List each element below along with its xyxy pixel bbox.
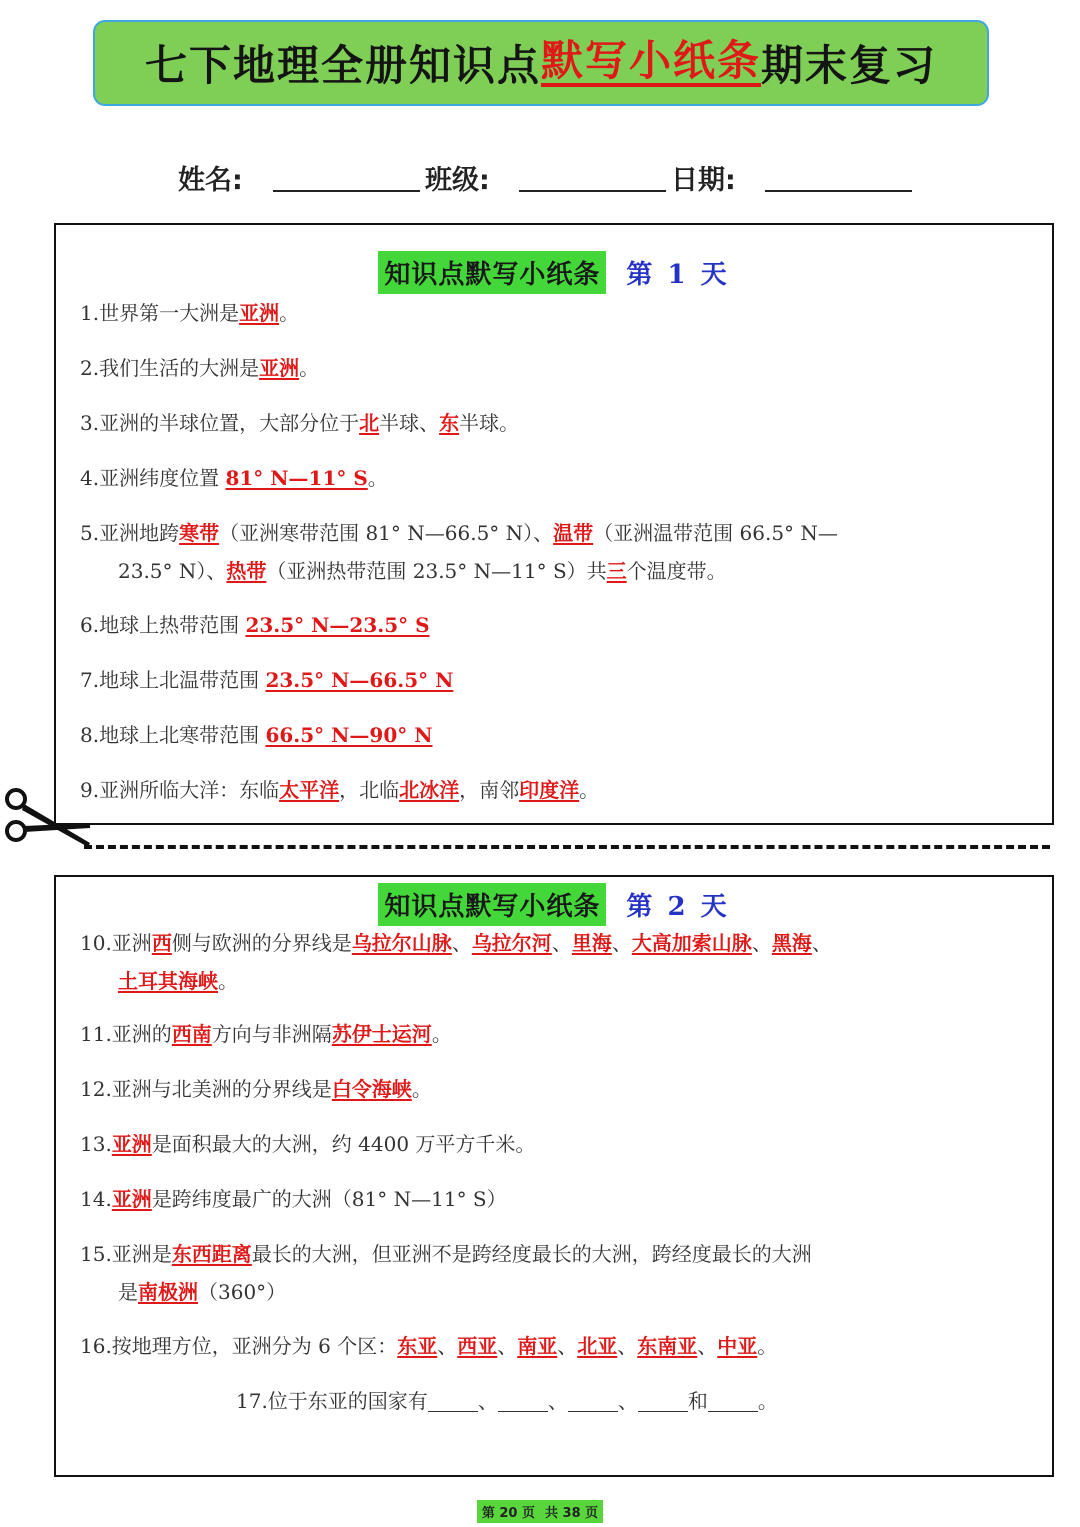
question-text: 、 — [617, 1334, 638, 1358]
answer: 中亚 — [717, 1334, 758, 1358]
question-text: 、 — [697, 1334, 718, 1358]
answer: 东 — [439, 411, 460, 435]
question-text: 。 — [279, 301, 300, 325]
question-text: 11.亚洲的 — [80, 1022, 172, 1046]
question-text: （亚洲寒带范围 81° N—66.5° N）、 — [219, 521, 554, 545]
question-10 — [80, 924, 1012, 1000]
continuation-line — [80, 552, 1012, 590]
question-text: 14. — [80, 1187, 112, 1211]
question-text: 。 — [299, 356, 320, 380]
question-text: 1.世界第一大洲是 — [80, 301, 240, 325]
question-text: 。 — [367, 466, 388, 490]
day1-tag: 知识点默写小纸条 — [378, 251, 606, 294]
question-text: 10.亚洲 — [80, 931, 152, 955]
question-text: 侧与欧洲的分界线是 — [171, 931, 352, 955]
question-6 — [80, 606, 1012, 644]
answer: 亚洲 — [111, 1132, 152, 1156]
answer: 亚洲 — [239, 301, 280, 325]
answer: 寒带 — [179, 521, 220, 545]
question-text: 7.地球上北温带范围 — [80, 668, 266, 692]
day2-number: 第 2 天 — [626, 892, 730, 922]
class-blank[interactable] — [519, 190, 666, 192]
question-1 — [80, 294, 1012, 332]
answer: 土耳其海峡 — [118, 969, 218, 993]
question-text: 半球、 — [379, 411, 440, 435]
question-text: 是 — [118, 1280, 138, 1304]
class-label: 班级: — [425, 165, 490, 196]
answer-blank[interactable] — [428, 1391, 478, 1412]
answer: 北亚 — [577, 1334, 618, 1358]
question-4 — [80, 459, 1012, 497]
title-banner — [93, 20, 989, 106]
question-text: 是面积最大的大洲，约 4400 万平方千米。 — [151, 1132, 536, 1156]
question-text: （亚洲热带范围 23.5° N—11° S）共 — [266, 559, 607, 583]
answer: 苏伊士运河 — [331, 1022, 432, 1046]
continuation-line — [80, 1273, 1012, 1311]
answer: 温带 — [553, 521, 594, 545]
question-text: 。 — [431, 1022, 452, 1046]
answer-blank[interactable] — [568, 1391, 618, 1412]
day1-number: 第 1 天 — [626, 260, 730, 290]
date-blank[interactable] — [765, 190, 912, 192]
question-text: 。 — [757, 1334, 778, 1358]
answer: 北冰洋 — [399, 778, 460, 802]
question-8 — [80, 716, 1012, 754]
answer: 西南 — [171, 1022, 212, 1046]
question-text: 、 — [617, 1389, 638, 1413]
date-label: 日期: — [671, 165, 736, 196]
question-9 — [80, 771, 1012, 809]
answer: 23.5° N—23.5° S — [245, 613, 430, 637]
question-text: 4.亚洲纬度位置 — [80, 466, 226, 490]
question-text: 8.地球上北寒带范围 — [80, 723, 266, 747]
title-pre: 七下地理全册知识点 — [144, 41, 541, 90]
answer: 66.5° N—90° N — [265, 723, 433, 747]
student-info-row — [0, 150, 1080, 200]
answer: 亚洲 — [111, 1187, 152, 1211]
question-5 — [80, 514, 1012, 590]
question-2 — [80, 349, 1012, 387]
question-text: ，北临 — [339, 778, 400, 802]
answer: 黑海 — [771, 931, 812, 955]
question-3 — [80, 404, 1012, 442]
question-15 — [80, 1235, 1012, 1311]
question-16 — [80, 1327, 1012, 1365]
question-text: 13. — [80, 1132, 112, 1156]
continuation-line — [80, 962, 1012, 1000]
answer-blank[interactable] — [498, 1391, 548, 1412]
day2-header — [56, 883, 1052, 926]
question-text: 、 — [477, 1389, 498, 1413]
question-text: 最长的大洲，但亚洲不是跨经度最长的大洲，跨经度最长的大洲 — [251, 1242, 812, 1266]
question-text: 是跨纬度最广的大洲（81° N—11° S） — [151, 1187, 507, 1211]
question-text: 23.5° N）、 — [118, 559, 227, 583]
answer: 太平洋 — [279, 778, 340, 802]
question-text: 方向与非洲隔 — [211, 1022, 332, 1046]
answer: 大高加索山脉 — [631, 931, 752, 955]
answer: 81° N—11° S — [225, 466, 368, 490]
question-text: 、 — [547, 1389, 568, 1413]
question-11 — [80, 1015, 1012, 1053]
question-text: 、 — [497, 1334, 518, 1358]
day2-card — [54, 875, 1054, 1477]
answer: 南极洲 — [138, 1280, 198, 1304]
question-text: 半球。 — [459, 411, 520, 435]
question-text: 、 — [811, 931, 832, 955]
question-text: 。 — [411, 1077, 432, 1101]
question-text: 6.地球上热带范围 — [80, 613, 246, 637]
question-text: 12.亚洲与北美洲的分界线是 — [80, 1077, 332, 1101]
question-text: 16.按地理方位，亚洲分为 6 个区： — [80, 1334, 398, 1358]
page-number: 第 20 页 — [477, 1500, 540, 1523]
question-text: 和 — [687, 1389, 708, 1413]
answer: 西 — [151, 931, 172, 955]
question-13 — [80, 1125, 1012, 1163]
question-text: 、 — [611, 931, 632, 955]
answer: 西亚 — [457, 1334, 498, 1358]
question-text: 。 — [579, 778, 600, 802]
answer-blank[interactable] — [638, 1391, 688, 1412]
question-text: 、 — [451, 931, 472, 955]
question-7 — [80, 661, 1012, 699]
question-12 — [80, 1070, 1012, 1108]
name-blank[interactable] — [273, 190, 420, 192]
answer: 乌拉尔山脉 — [351, 931, 452, 955]
page-footer — [0, 1500, 1080, 1523]
answer: 亚洲 — [259, 356, 300, 380]
day1-header — [56, 251, 1052, 294]
question-text: 9.亚洲所临大洋：东临 — [80, 778, 280, 802]
question-text: 。 — [757, 1389, 778, 1413]
cut-line — [84, 845, 1050, 849]
question-text: 。 — [218, 969, 238, 993]
scissors-icon — [0, 783, 96, 853]
answer: 23.5° N—66.5° N — [265, 668, 454, 692]
question-text: 3.亚洲的半球位置，大部分位于 — [80, 411, 360, 435]
title-post: 期末复习 — [761, 41, 938, 90]
answer: 里海 — [571, 931, 612, 955]
question-text: 、 — [557, 1334, 578, 1358]
answer: 南亚 — [517, 1334, 558, 1358]
question-text: （360°） — [198, 1280, 287, 1304]
day2-tag: 知识点默写小纸条 — [378, 883, 606, 926]
question-text: 2.我们生活的大洲是 — [80, 356, 260, 380]
question-text: 、 — [551, 931, 572, 955]
title-highlight: 默写小纸条 — [541, 39, 761, 87]
question-14 — [80, 1180, 1012, 1218]
answer: 北 — [359, 411, 380, 435]
question-text: 个温度带。 — [626, 559, 727, 583]
question-text: （亚洲温带范围 66.5° N— — [593, 521, 838, 545]
answer: 热带 — [226, 559, 267, 583]
answer: 三 — [606, 559, 627, 583]
question-17 — [236, 1382, 1012, 1420]
answer-blank[interactable] — [708, 1391, 758, 1412]
name-label: 姓名: — [178, 165, 243, 196]
question-text: 、 — [437, 1334, 458, 1358]
answer: 东亚 — [397, 1334, 438, 1358]
page-total: 共 38 页 — [540, 1500, 603, 1523]
question-text: 17.位于东亚的国家有 — [236, 1389, 428, 1413]
question-text: ，南邻 — [459, 778, 520, 802]
question-text: 15.亚洲是 — [80, 1242, 172, 1266]
answer: 东南亚 — [637, 1334, 698, 1358]
answer: 白令海峡 — [331, 1077, 412, 1101]
answer: 东西距离 — [171, 1242, 252, 1266]
day1-card — [54, 223, 1054, 825]
question-text: 5.亚洲地跨 — [80, 521, 180, 545]
answer: 印度洋 — [519, 778, 580, 802]
answer: 乌拉尔河 — [471, 931, 552, 955]
question-text: 、 — [751, 931, 772, 955]
